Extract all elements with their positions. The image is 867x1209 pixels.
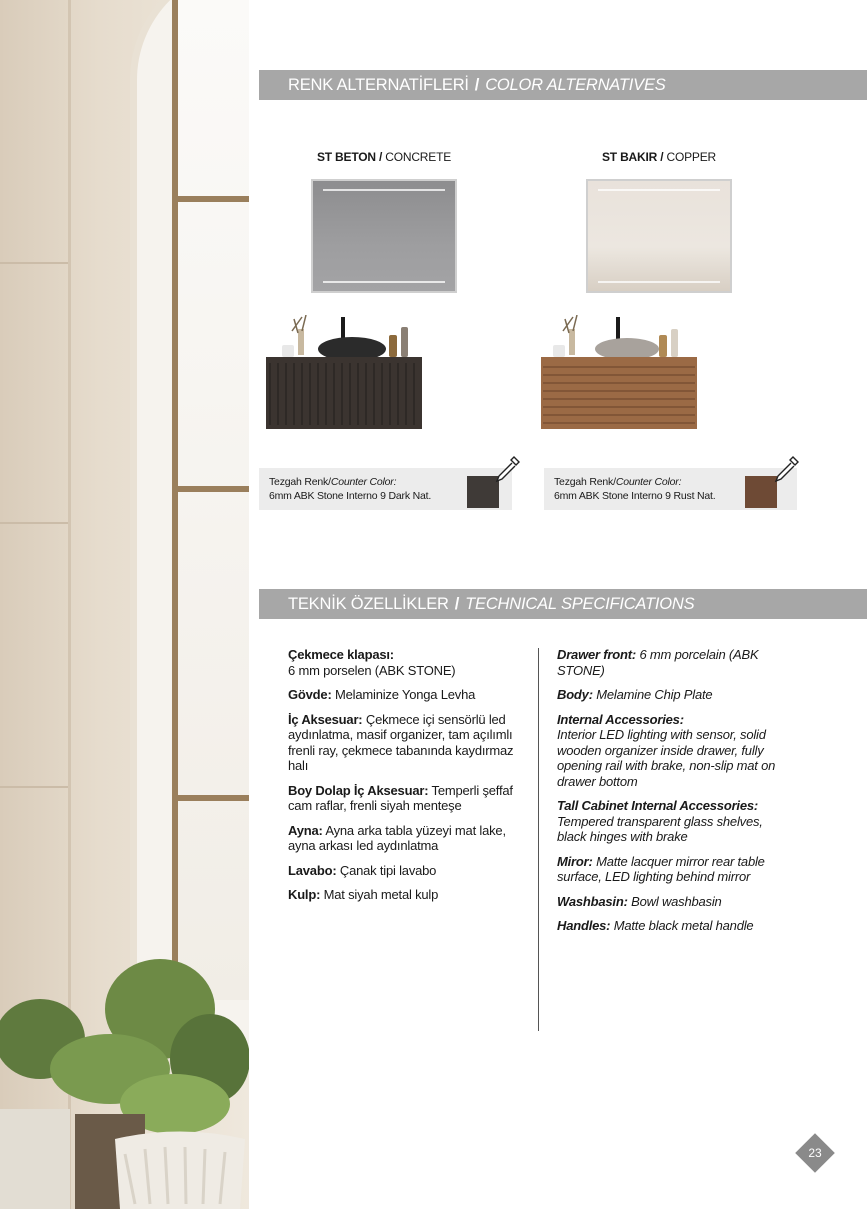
variant-copper	[529, 150, 789, 438]
spec-item	[288, 863, 524, 879]
spec-label: Washbasin:	[557, 893, 628, 909]
counter-label-en: Counter Color:	[615, 476, 682, 488]
arched-window	[172, 0, 249, 1000]
spec-item	[557, 712, 793, 790]
spec-item	[288, 712, 524, 774]
header-separator: /	[474, 75, 480, 94]
wall-panel-line	[0, 786, 70, 788]
counter-color-text	[544, 475, 744, 503]
counter-value: 6mm ABK Stone Interno 9 Dark Nat.	[269, 490, 432, 502]
spec-label: Gövde:	[288, 687, 332, 702]
interior-photo	[0, 0, 249, 1209]
potted-plants	[0, 949, 249, 1209]
counter-label-tr: Tezgah Renk/	[554, 476, 616, 488]
spec-text: 6 mm porcelain (ABK STONE)	[557, 647, 759, 678]
variant-name: CONCRETE	[385, 150, 452, 164]
vanity-cabinet-image	[254, 315, 424, 433]
variant-code: ST BAKIR	[602, 150, 658, 164]
variant-name: COPPER	[666, 150, 716, 164]
spec-label: Ayna:	[288, 822, 323, 838]
variant-separator: /	[660, 150, 664, 164]
window-mullion	[172, 196, 249, 202]
spec-text: Interior LED lighting with sensor, solid wooden organizer inside drawer, fully opening rail with brake, non-slip mat on drawer bottom	[557, 727, 776, 789]
spec-item	[557, 798, 793, 845]
header-title-tr: TEKNİK ÖZELLİKLER	[288, 594, 449, 613]
spec-text: Tempered transparent glass shelves, black hinges with brake	[557, 813, 763, 844]
spec-text: Çanak tipi lavabo	[339, 862, 437, 878]
mirror-led-strip	[598, 281, 720, 283]
spec-label: Drawer front:	[557, 647, 637, 662]
variant-title	[254, 150, 514, 164]
spec-label: Body:	[557, 687, 593, 702]
variant-title	[529, 150, 789, 164]
spec-label: Handles:	[557, 918, 611, 933]
spec-label: Kulp:	[288, 887, 321, 902]
mirror-led-strip	[598, 189, 720, 191]
spec-label: İç Aksesuar:	[288, 711, 363, 727]
color-alternatives-header	[259, 70, 867, 100]
spec-text: Çekmece içi sensörlü led aydınlatma, masif organizer, tam açılımlı frenli ray, çekmece tabanında kaydırmaz halı	[288, 711, 514, 773]
specs-list-en	[557, 647, 793, 943]
variant-concrete	[254, 150, 514, 438]
spec-item	[557, 918, 793, 934]
vanity-cabinet-image	[529, 315, 699, 433]
counter-color-text	[259, 475, 459, 503]
spec-item	[288, 823, 524, 854]
spec-text: Ayna arka tabla yüzeyi mat lake, ayna arkası led aydınlatma	[288, 822, 506, 853]
spec-text: Matte lacquer mirror rear table surface, LED lighting behind mirror	[557, 853, 765, 884]
header-separator: /	[454, 594, 460, 613]
spec-item	[557, 894, 793, 910]
wall-panel-line	[0, 522, 70, 524]
spec-text: Temperli şeffaf cam raflar, frenli siyah menteşe	[288, 782, 513, 813]
eyedropper-icon	[771, 454, 801, 484]
spec-label: Lavabo:	[288, 862, 337, 878]
page-number: 23	[808, 1146, 822, 1160]
column-divider	[538, 648, 539, 1031]
specs-list-tr	[288, 647, 524, 912]
wall-panel-line	[0, 262, 70, 264]
window-mullion	[172, 486, 249, 492]
spec-label: Çekmece klapası:	[288, 647, 394, 662]
spec-label: Internal Accessories:	[557, 711, 684, 727]
spec-item	[288, 887, 524, 903]
spec-item	[288, 647, 524, 678]
spec-text: Melaminize Yonga Levha	[335, 687, 476, 702]
spec-text: Matte black metal handle	[613, 918, 754, 933]
header-title-en: COLOR ALTERNATIVES	[485, 75, 666, 94]
eyedropper-icon	[492, 454, 522, 484]
variant-code: ST BETON	[316, 150, 376, 164]
spec-text: Melamine Chip Plate	[596, 687, 713, 702]
spec-text: Mat siyah metal kulp	[323, 887, 439, 902]
mirror-led-strip	[323, 189, 445, 191]
counter-label-tr: Tezgah Renk/	[269, 476, 331, 488]
mirror-image	[586, 179, 732, 293]
spec-label: Tall Cabinet Internal Accessories:	[557, 798, 759, 813]
spec-item	[288, 783, 524, 814]
spec-text: Bowl washbasin	[631, 893, 722, 909]
header-title-en: TECHNICAL SPECIFICATIONS	[465, 594, 695, 613]
window-mullion	[172, 795, 249, 801]
header-title-tr: RENK ALTERNATİFLERİ	[288, 75, 469, 94]
spec-item	[557, 854, 793, 885]
counter-value: 6mm ABK Stone Interno 9 Rust Nat.	[554, 490, 716, 502]
spec-item	[557, 647, 793, 678]
technical-specifications-header	[259, 589, 867, 619]
variant-separator: /	[378, 150, 383, 164]
spec-item	[557, 687, 793, 703]
spec-item	[288, 687, 524, 703]
counter-label-en: Counter Color:	[330, 476, 397, 488]
mirror-led-strip	[323, 281, 445, 283]
mirror-image	[311, 179, 457, 293]
spec-text: 6 mm porselen (ABK STONE)	[288, 662, 456, 678]
spec-label: Boy Dolap İç Aksesuar:	[288, 782, 429, 798]
spec-label: Miror:	[557, 853, 593, 869]
